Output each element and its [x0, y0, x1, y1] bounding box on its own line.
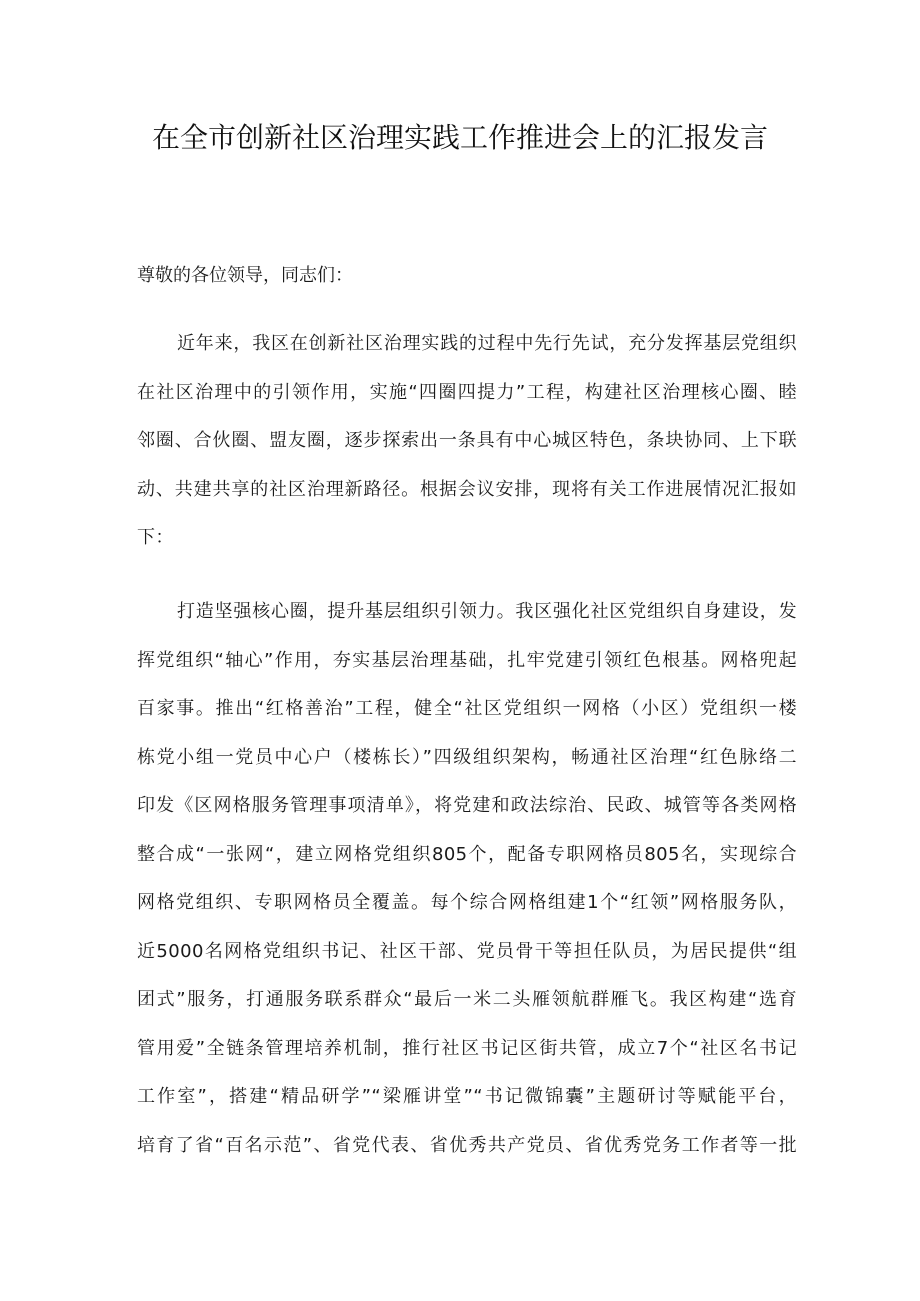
paragraph-line: 下： — [137, 527, 174, 548]
paragraph-line: 印发《区网格服务管理事项清单》，将党建和政法综治、民政、城管等各类网格 — [137, 795, 797, 816]
paragraph-line: 在社区治理中的引领作用，实施“四圈四提力”工程，构建社区治理核心圈、睦 — [137, 381, 797, 403]
paragraph-line: 邻圈、合伙圈、盟友圈，逐步探索出一条具有中心城区特色，条块协同、上下联 — [137, 430, 797, 451]
document-title: 在全市创新社区治理实践工作推进会上的汇报发言 — [151, 121, 768, 154]
paragraph-line: 团式”服务，打通服务联系群众“最后一米二头雁领航群雁飞。我区构建“选育 — [137, 989, 797, 1010]
paragraph-intro — [137, 330, 797, 573]
paragraph-line: 整合成“一张网“，建立网格党组织805个，配备专职网格员805名，实现综合 — [137, 843, 797, 865]
paragraph-line: 打造坚强核心圈，提升基层组织引领力。我区强化社区党组织自身建设，发 — [177, 601, 797, 622]
paragraph-line: 工作室”，搭建“精品研学”“梁雁讲堂”“书记微锦囊”主题研讨等赋能平台， — [137, 1086, 797, 1107]
paragraph-line: 管用爱”全链条管理培养机制，推行社区书记区街共管，成立7个“社区名书记 — [137, 1037, 797, 1059]
paragraph-line: 挥党组织“轴心”作用，夯实基层治理基础，扎牢党建引领红色根基。网格兜起 — [137, 649, 797, 671]
paragraph-line: 栋党小组一党员中心户（楼栋长）”四级组织架构，畅通社区治理“红色脉络二 — [137, 746, 797, 768]
salutation: 尊敬的各位领导，同志们： — [137, 265, 353, 286]
paragraph-line: 网格党组织、专职网格员全覆盖。每个综合网格组建1个“红领”网格服务队， — [137, 892, 797, 913]
paragraph-line: 百家事。推出“红格善治”工程，健全“社区党组织一网格（小区）党组织一楼 — [137, 698, 797, 719]
paragraph-core-circle — [137, 598, 797, 1180]
paragraph-line: 培育了省“百名示范”、省党代表、省优秀共产党员、省优秀党务工作者等一批 — [137, 1134, 797, 1156]
paragraph-line: 动、共建共享的社区治理新路径。根据会议安排，现将有关工作进展情况汇报如 — [137, 478, 797, 500]
paragraph-line: 近年来，我区在创新社区治理实践的过程中先行先试，充分发挥基层党组织 — [177, 333, 797, 354]
paragraph-line: 近5000名网格党组织书记、社区干部、党员骨干等担任队员，为居民提供“组 — [137, 940, 797, 962]
